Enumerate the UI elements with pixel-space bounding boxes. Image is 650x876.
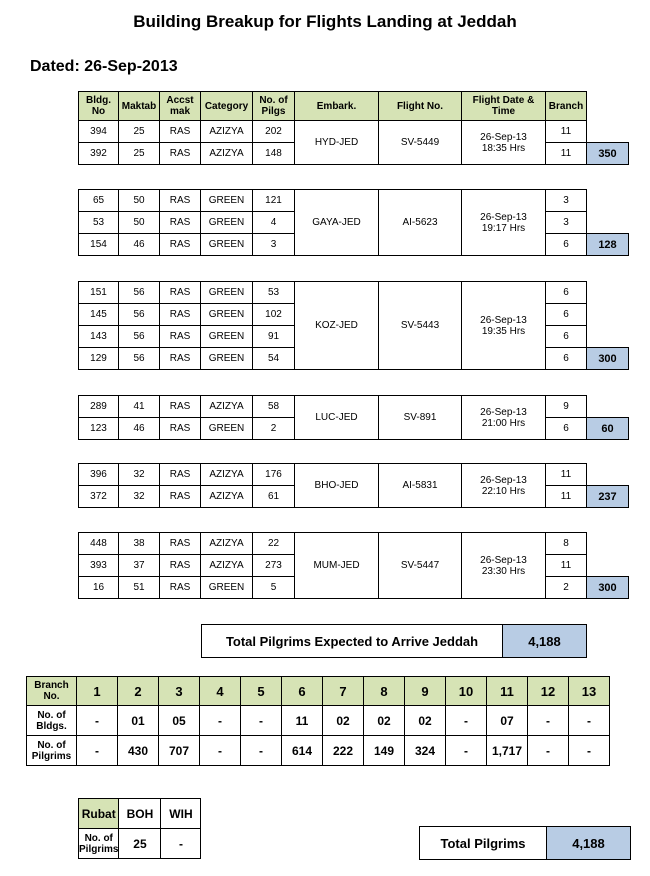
total-spacer [587,555,629,577]
cell: 61 [253,486,295,508]
flight-group-table [78,189,629,256]
cell: 396 [79,464,119,486]
table-row [79,121,629,143]
table-row [79,464,629,486]
cell: 56 [119,348,160,370]
flight-date: 26-Sep-13 [480,314,527,326]
branch-cell: 6 [546,326,587,348]
cell: 38 [119,533,160,555]
branch-cell: 11 [546,486,587,508]
branch-value: 149 [364,736,405,766]
embark-cell: KOZ-JED [295,282,379,370]
branch-value: 02 [323,706,364,736]
cell: GREEN [201,212,253,234]
flight-datetime-cell [462,282,546,370]
branch-number: 5 [241,677,282,706]
cell: RAS [160,282,201,304]
flight-group-table [78,532,629,599]
page-title: Building Breakup for Flights Landing at Jeddah [133,12,517,31]
cell: RAS [160,555,201,577]
cell: AZIZYA [201,486,253,508]
embark-cell: LUC-JED [295,396,379,440]
cell: 56 [119,326,160,348]
branch-cell: 8 [546,533,587,555]
branch-value: 614 [282,736,323,766]
total-pilgrims-label: Total Pilgrims [420,827,547,859]
branch-value: 02 [364,706,405,736]
branch-cell: 6 [546,234,587,256]
rubat-boh-header: BOH [119,799,161,829]
branch-value: - [446,736,487,766]
cell: AZIZYA [201,533,253,555]
branch-row-label: No. of Pilgrims [27,736,77,766]
cell: 273 [253,555,295,577]
rubat-header: Rubat [79,799,119,829]
branch-value: 07 [487,706,528,736]
column-header: Category [201,92,253,121]
branch-cell: 6 [546,418,587,440]
flight-date: 26-Sep-13 [480,211,527,223]
cell: 121 [253,190,295,212]
flight-group-table [78,463,629,508]
column-header: Maktab [119,92,160,121]
table-row [79,190,629,212]
branch-value: - [569,736,610,766]
branch-cell: 6 [546,304,587,326]
branch-value: 222 [323,736,364,766]
cell: GREEN [201,304,253,326]
cell: 58 [253,396,295,418]
cell: 37 [119,555,160,577]
cell: RAS [160,396,201,418]
flight-date: 26-Sep-13 [480,406,527,418]
cell: RAS [160,418,201,440]
branch-number: 9 [405,677,446,706]
table-row [79,533,629,555]
cell: RAS [160,348,201,370]
total-spacer [587,533,629,555]
rubat-wih-value: - [161,829,201,859]
cell: RAS [160,143,201,165]
branch-value: - [200,706,241,736]
cell: GREEN [201,326,253,348]
branch-cell: 6 [546,348,587,370]
flight-time: 18:35 Hrs [481,142,526,154]
cell: 91 [253,326,295,348]
branch-number: 1 [77,677,118,706]
branch-value: - [528,706,569,736]
branch-cell: 2 [546,577,587,599]
branch-cell: 11 [546,121,587,143]
branch-value: 05 [159,706,200,736]
cell: GREEN [201,577,253,599]
cell: 53 [253,282,295,304]
branch-value: - [200,736,241,766]
branch-value: 1,717 [487,736,528,766]
cell: 22 [253,533,295,555]
branch-number: 2 [118,677,159,706]
flight-datetime-cell [462,396,546,440]
cell: AZIZYA [201,143,253,165]
cell: 154 [79,234,119,256]
total-spacer [587,212,629,234]
flight-time: 19:35 Hrs [481,325,526,337]
branch-number: 7 [323,677,364,706]
cell: 202 [253,121,295,143]
cell: RAS [160,304,201,326]
cell: 148 [253,143,295,165]
rubat-table [78,798,201,859]
branch-value: - [446,706,487,736]
branch-value: - [77,736,118,766]
cell: 129 [79,348,119,370]
cell: 393 [79,555,119,577]
branch-value: - [569,706,610,736]
flight-date: 26-Sep-13 [480,554,527,566]
cell: GREEN [201,190,253,212]
branch-value: 02 [405,706,446,736]
branch-value: 324 [405,736,446,766]
rubat-boh-value: 25 [119,829,161,859]
group-total-cell: 128 [587,234,629,256]
branch-number: 3 [159,677,200,706]
rubat-row-label: No. of Pilgrims [79,829,119,859]
group-total-cell: 237 [587,486,629,508]
flight-datetime-cell [462,464,546,508]
cell: 3 [253,234,295,256]
cell: 54 [253,348,295,370]
expected-total-box [201,624,587,658]
branch-cell: 11 [546,555,587,577]
total-pilgrims-value: 4,188 [547,827,630,859]
cell: 176 [253,464,295,486]
cell: 2 [253,418,295,440]
total-spacer [587,190,629,212]
cell: RAS [160,326,201,348]
column-header: Flight Date & Time [462,92,546,121]
embark-cell: GAYA-JED [295,190,379,256]
cell: 145 [79,304,119,326]
branch-value: - [241,706,282,736]
cell: 46 [119,234,160,256]
cell: AZIZYA [201,121,253,143]
cell: RAS [160,212,201,234]
embark-cell: BHO-JED [295,464,379,508]
flight-no-cell: SV-5443 [379,282,462,370]
flight-date: 26-Sep-13 [480,131,527,143]
cell: 4 [253,212,295,234]
cell: 123 [79,418,119,440]
branch-value: - [241,736,282,766]
column-header: Bldg. No [79,92,119,121]
total-spacer [587,464,629,486]
total-spacer [587,396,629,418]
branch-number: 11 [487,677,528,706]
branch-number: 8 [364,677,405,706]
branch-cell: 3 [546,212,587,234]
branch-number: 12 [528,677,569,706]
table-row [79,396,629,418]
column-header: Accst mak [160,92,201,121]
branch-value: 430 [118,736,159,766]
group-total-cell: 300 [587,577,629,599]
branch-number: 13 [569,677,610,706]
embark-cell: HYD-JED [295,121,379,165]
flight-no-cell: AI-5623 [379,190,462,256]
branch-value: 11 [282,706,323,736]
expected-total-value: 4,188 [503,625,586,657]
rubat-wih-header: WIH [161,799,201,829]
cell: AZIZYA [201,464,253,486]
branch-number: 6 [282,677,323,706]
flight-datetime-cell [462,121,546,165]
cell: 372 [79,486,119,508]
flight-time: 19:17 Hrs [481,222,526,234]
cell: 32 [119,464,160,486]
cell: RAS [160,234,201,256]
cell: GREEN [201,282,253,304]
column-header: Flight No. [379,92,462,121]
cell: RAS [160,486,201,508]
flight-time: 21:00 Hrs [481,417,526,429]
cell: RAS [160,577,201,599]
branch-row-label: No. of Bldgs. [27,706,77,736]
flight-time: 22:10 Hrs [481,485,526,497]
branch-value: - [528,736,569,766]
cell: 392 [79,143,119,165]
branch-number: 4 [200,677,241,706]
table-row [79,282,629,304]
cell: RAS [160,533,201,555]
total-spacer [587,304,629,326]
cell: 25 [119,121,160,143]
cell: AZIZYA [201,555,253,577]
cell: GREEN [201,234,253,256]
cell: 289 [79,396,119,418]
total-spacer [587,282,629,304]
flight-datetime-cell [462,533,546,599]
branch-cell: 11 [546,464,587,486]
cell: 50 [119,212,160,234]
branch-row-label: Branch No. [27,677,77,706]
cell: 53 [79,212,119,234]
cell: 143 [79,326,119,348]
total-pilgrims-box [419,826,631,860]
flight-date: 26-Sep-13 [480,474,527,486]
cell: 51 [119,577,160,599]
dated-label: Dated: 26-Sep-2013 [30,58,178,75]
cell: RAS [160,121,201,143]
flight-no-cell: SV-5447 [379,533,462,599]
total-spacer [587,326,629,348]
cell: 46 [119,418,160,440]
branch-cell: 3 [546,190,587,212]
branch-value: 01 [118,706,159,736]
flight-no-cell: AI-5831 [379,464,462,508]
cell: GREEN [201,348,253,370]
group-total-cell: 300 [587,348,629,370]
column-header: Branch [546,92,587,121]
expected-total-label: Total Pilgrims Expected to Arrive Jeddah [202,625,503,657]
cell: 50 [119,190,160,212]
cell: 56 [119,282,160,304]
group-total-cell: 60 [587,418,629,440]
branch-summary-table [26,676,610,766]
flight-no-cell: SV-5449 [379,121,462,165]
cell: AZIZYA [201,396,253,418]
cell: 56 [119,304,160,326]
cell: 102 [253,304,295,326]
branch-number: 10 [446,677,487,706]
cell: 41 [119,396,160,418]
cell: 448 [79,533,119,555]
cell: GREEN [201,418,253,440]
cell: 151 [79,282,119,304]
total-spacer [587,121,629,143]
flight-no-cell: SV-891 [379,396,462,440]
branch-cell: 11 [546,143,587,165]
flight-time: 23:30 Hrs [481,565,526,577]
branch-cell: 9 [546,396,587,418]
flight-group-table [78,395,629,440]
flight-datetime-cell [462,190,546,256]
column-header: No. of Pilgs [253,92,295,121]
cell: RAS [160,464,201,486]
cell: 5 [253,577,295,599]
cell: 16 [79,577,119,599]
branch-cell: 6 [546,282,587,304]
cell: 394 [79,121,119,143]
group-total-cell: 350 [587,143,629,165]
embark-cell: MUM-JED [295,533,379,599]
branch-value: 707 [159,736,200,766]
column-header: Embark. [295,92,379,121]
cell: 32 [119,486,160,508]
flight-group-table [78,281,629,370]
flight-group-table [78,91,629,165]
cell: 65 [79,190,119,212]
header-spacer [587,92,629,121]
cell: RAS [160,190,201,212]
cell: 25 [119,143,160,165]
branch-value: - [77,706,118,736]
